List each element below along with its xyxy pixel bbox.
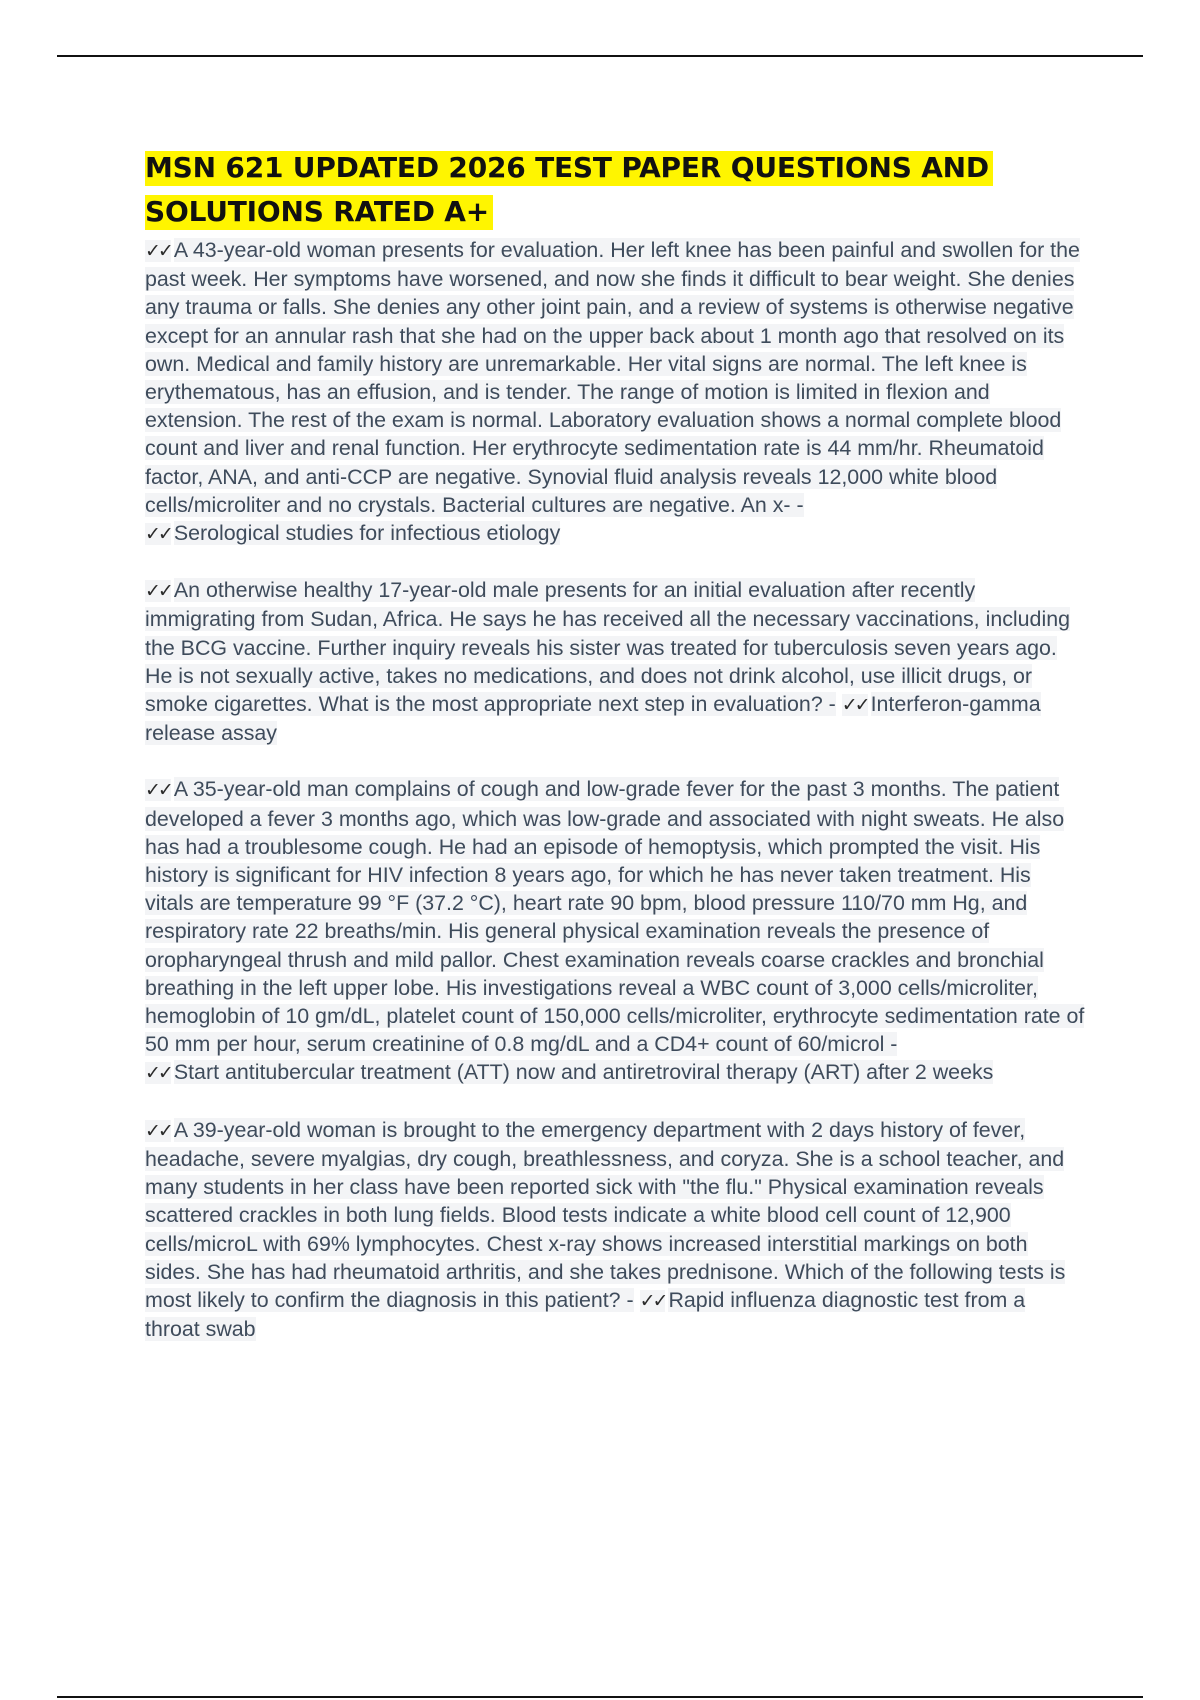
question-text: A 35-year-old man complains of cough and low-grade fever for the past 3 months. The patient developed a fever 3 months ago, which was low-grade and associated with night sweats. He also has had a troublesome cough. He had an episode of hemoptysis, which prompted the visit. His history is significant for HIV infection 8 years ago, for which he has never taken treatment. His vitals are temperature 99 °F (37.2 °C), heart rate 90 bpm, blood pressure 110/70 mm Hg, and respiratory rate 22 breaths/min. His general physical examination reveals the presence of oropharyngeal thrush and mild pallor. Chest examination reveals coarse crackles and bronchial breathing in the left upper lobe. His investigations reveal a WBC count of 3,000 cells/microliter, hemoglobin of 10 gm/dL, platelet count of 150,000 cells/microliter, erythrocyte sedimentation rate of 50 mm per hour, serum creatinine of 0.8 mg/dL and a CD4+ count of 60/microl - bbox=[145, 777, 1085, 1057]
document-title: MSN 621 UPDATED 2026 TEST PAPER QUESTIONS AND SOLUTIONS RATED A+ bbox=[145, 146, 1085, 234]
answer-text: Interferon-gamma release assay bbox=[145, 692, 1041, 746]
check-icon: ✓✓ bbox=[145, 240, 171, 262]
check-icon: ✓✓ bbox=[145, 523, 171, 546]
qa-item-2 bbox=[145, 576, 1085, 747]
document-body bbox=[145, 146, 1085, 1371]
check-icon: ✓✓ bbox=[145, 580, 171, 603]
question-text: An otherwise healthy 17-year-old male presents for an initial evaluation after recently immigrating from Sudan, Africa. He says he has received all the necessary vaccinations, including the BCG vaccine. Further inquiry reveals his sister was treated for tuberculosis seven years ago. He is not sexually active, takes no medications, and does not drink alcohol, use illicit drugs, or smoke cigarettes. What is the most appropriate next step in evaluation? - bbox=[145, 578, 1070, 717]
qa-item-1 bbox=[145, 236, 1085, 548]
answer-text: Start antitubercular treatment (ATT) now and antiretroviral therapy (ART) after 2 weeks bbox=[173, 1060, 994, 1085]
check-icon: ✓✓ bbox=[145, 779, 171, 802]
qa-item-3 bbox=[145, 775, 1085, 1087]
check-icon: ✓✓ bbox=[841, 694, 868, 717]
answer-text: Rapid influenza diagnostic test from a throat swab bbox=[145, 1287, 1026, 1342]
check-icon: ✓✓ bbox=[639, 1289, 666, 1312]
footer-rule bbox=[57, 1696, 1143, 1698]
header-rule bbox=[57, 55, 1143, 57]
question-text: A 39-year-old woman is brought to the emergency department with 2 days history of fever, headache, severe myalgias, dry cough, breathlessness, and coryza. She is a school teacher, and many students in her class have been reported sick with "the flu." Physical examination reveals scattered crackles in both lung fields. Blood tests indicate a white blood cell count of 12,900 cells/microL with 69% lymphocytes. Chest x-ray shows increased interstitial markings on both sides. She has had rheumatoid arthritis, and she takes prednisone. Which of the following tests is most likely to confirm the diagnosis in this patient? - bbox=[145, 1117, 1066, 1312]
qa-item-4 bbox=[145, 1116, 1085, 1344]
check-icon: ✓✓ bbox=[145, 1119, 171, 1142]
check-icon: ✓✓ bbox=[145, 1062, 171, 1085]
question-text: A 43-year-old woman presents for evaluation. Her left knee has been painful and swollen for the past week. Her symptoms have worsened, and now she finds it difficult to bear weight. She denies any trauma or falls. She denies any other joint pain, and a review of systems is otherwise negative except for an annular rash that she had on the upper back about 1 month ago that resolved on its own. Medical and family history are unremarkable. Her vital signs are normal. The left knee is erythematous, has an effusion, and is tender. The range of motion is limited in flexion and extension. The rest of the exam is normal. Laboratory evaluation shows a normal complete blood count and liver and renal function. Her erythrocyte sedimentation rate is 44 mm/hr. Rheumatoid factor, ANA, and anti-CCP are negative. Synovial fluid analysis reveals 12,000 white blood cells/microliter and no crystals. Bacterial cultures are negative. An x- - bbox=[145, 238, 1080, 517]
answer-text: Serological studies for infectious etiology bbox=[173, 521, 561, 546]
